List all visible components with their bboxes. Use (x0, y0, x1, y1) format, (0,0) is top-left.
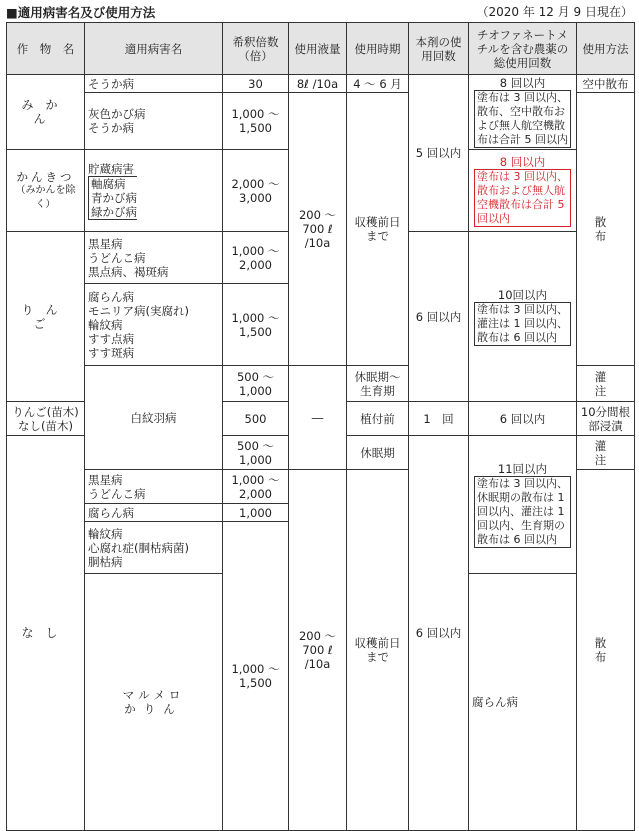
as-of-date: （2020 年 12 月 9 日現在） (476, 5, 633, 19)
volume-cell: ― (289, 366, 347, 470)
total-head: 10回以内 (497, 287, 548, 302)
table-header-row (7, 23, 635, 75)
total-cell-ringo (469, 232, 577, 402)
total-cell-kankitsu (469, 150, 577, 232)
total-head: 8 回以内 (499, 76, 546, 90)
total-cell-mikan (469, 75, 577, 150)
total-cell-nashi (469, 436, 577, 574)
crop-naeki: りんご(苗木) なし(苗木) (7, 402, 85, 436)
disease-cell: 灰色かび病 そうか病 (85, 93, 223, 150)
timing-cell: 休眠期 (347, 436, 409, 470)
timing-cell: 休眠期～生育期 (347, 366, 409, 402)
method-cell: 10分間根部浸漬 (577, 402, 635, 436)
timing-cell: 4 ～ 6 月 (347, 75, 409, 93)
disease-cell-monpa: 白紋羽病 (85, 366, 223, 470)
volume-cell: 8ℓ /10a (289, 75, 347, 93)
timing-cell: 収穫前日まで (347, 93, 409, 366)
dilution-cell: 1,000 (223, 504, 289, 522)
count-cell: 6 回以内 (409, 436, 469, 831)
disease-cell: そうか病 (85, 75, 223, 93)
col-dilution: 希釈倍数（倍） (223, 23, 289, 75)
disease-cell: 腐らん病 (469, 574, 577, 831)
col-volume: 使用液量 (289, 23, 347, 75)
dilution-cell: 500 ～ 1,000 (223, 366, 289, 402)
method-cell: 空中散布 (577, 75, 635, 93)
crop-marumero: マルメロ かりん (85, 574, 223, 831)
method-cell: 灌 注 (577, 436, 635, 470)
disease-cell: 腐らん病 モニリア病(実腐れ) 輪紋病 すす点病 すす斑病 (85, 284, 223, 366)
dilution-cell: 500 ～ 1,000 (223, 436, 289, 470)
volume-cell: 200 ～ 700 ℓ /10a (289, 470, 347, 831)
disease-cell: 貯蔵病害 軸腐病 青かび病 緑かび病 (85, 150, 223, 232)
total-cell: 6 回以内 (469, 402, 577, 436)
total-head: 11回以内 (497, 461, 548, 476)
total-head: 8 回以内 (499, 154, 546, 169)
disease-cell: 輪紋病 心腐れ症(胴枯病菌) 胴枯病 (85, 522, 223, 574)
table-title: ■適用病害名及び使用方法 (6, 5, 156, 20)
count-cell: 1 回 (409, 402, 469, 436)
disease-cell: 黒星病 うどんこ病 (85, 470, 223, 504)
method-cell: 灌 注 (577, 366, 635, 402)
method-cell: 散 布 (577, 93, 635, 366)
crop-mikan: みかん (7, 75, 85, 150)
dilution-cell: 30 (223, 75, 289, 93)
col-count: 本剤の使用回数 (409, 23, 469, 75)
method-cell: 散 布 (577, 470, 635, 831)
col-disease: 適用病害名 (85, 23, 223, 75)
disease-bracket: 軸腐病 青かび病 緑かび病 (88, 176, 137, 220)
volume-cell: 200 ～ 700 ℓ /10a (289, 93, 347, 366)
col-method: 使用方法 (577, 23, 635, 75)
timing-cell: 植付前 (347, 402, 409, 436)
col-crop: 作 物 名 (7, 23, 85, 75)
dilution-cell: 1,000 ～ 1,500 (223, 93, 289, 150)
usage-table (6, 22, 638, 831)
total-detail-box: 塗布は 3 回以内、休眠期の散布は 1 回以内、灌注は 1 回以内、生育期の散布は 6 回以内 (474, 476, 571, 548)
table-row (7, 75, 635, 93)
timing-cell: 収穫前日まで (347, 470, 409, 831)
disease-cell: 腐らん病 (85, 504, 223, 522)
total-detail-box: 塗布は 3 回以内、散布、空中散布および無人航空機散布は合計 5 回以内 (474, 90, 571, 148)
dilution-cell: 2,000 ～ 3,000 (223, 150, 289, 232)
page-header (0, 0, 639, 22)
col-total: チオファネートメチルを含む農薬の総使用回数 (469, 23, 577, 75)
count-cell: 6 回以内 (409, 232, 469, 402)
dilution-cell: 1,000 ～ 2,000 (223, 232, 289, 284)
crop-nashi: なし (7, 436, 85, 831)
dilution-cell: 1,000 ～ 2,000 (223, 470, 289, 504)
col-timing: 使用時期 (347, 23, 409, 75)
crop-ringo: りんご (7, 232, 85, 402)
total-detail-box: 塗布は 3 回以内、灌注は 1 回以内、散布は 6 回以内 (474, 302, 571, 346)
count-cell: 5 回以内 (409, 75, 469, 232)
dilution-cell: 1,000 ～ 1,500 (223, 284, 289, 366)
crop-kankitsu: かんきつ （みかんを除く） (7, 150, 85, 232)
dilution-cell: 500 (223, 402, 289, 436)
disease-cell: 黒星病 うどんこ病 黒点病、褐斑病 (85, 232, 223, 284)
dilution-cell: 1,000 ～ 1,500 (223, 522, 289, 831)
total-detail-box: 塗布は 3 回以内、散布および無人航空機散布は合計 5 回以内 (474, 169, 571, 227)
